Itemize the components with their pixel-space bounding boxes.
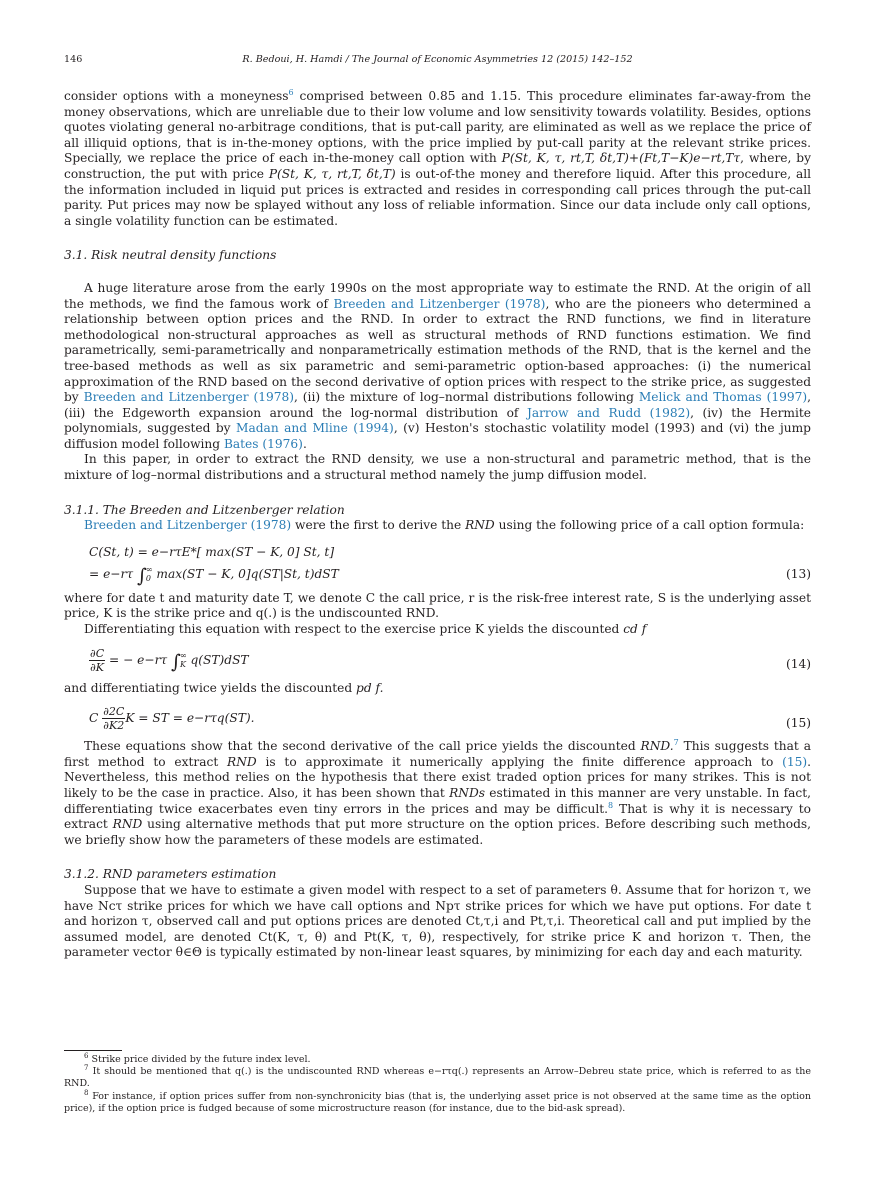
eq-part: K = ST = e−rτq(ST). — [125, 711, 255, 726]
eq-part: q(ST)dST — [186, 652, 249, 667]
citation-link[interactable]: Bates (1976) — [223, 436, 303, 451]
eq-part: = e−rτ — [89, 566, 134, 581]
citation-link[interactable]: Breeden and Litzenberger (1978) — [84, 518, 292, 533]
page-number: 146 — [64, 54, 83, 65]
footnote-ref-6[interactable]: 6 — [288, 87, 294, 97]
inline-math: P(St, K, τ, rt,T, δt,T)+(Ft,T−K)e−rt,Tτ — [501, 151, 741, 166]
footnote-ref-8[interactable]: 8 — [608, 800, 614, 810]
footnote-divider — [64, 1050, 122, 1051]
article-body — [64, 89, 811, 961]
inline-math: P(St, K, τ, rt,T, δt,T) — [268, 166, 396, 181]
denominator: ∂K2 — [103, 719, 125, 733]
text: . — [302, 436, 307, 451]
parameters-paragraph: Suppose that we have to estimate a given model with respect to a set of parameters θ. Assume that for horizon τ, we have Ncτ strike prices for which we have call options and Npτ strike prices for which we have put options. For date t and horizon τ, observed call and put options prices are denoted Ct,τ,i and Pt,τ,i. Theoretical call and put implied by the assumed model, are denoted Ct(K, τ, θ) and Pt(K, τ, θ), respectively, for strike price K and horizon τ. Then, the parameter vector θ∈Θ is typically estimated by non-linear least squares, by minimizing for each day and each maturity. — [64, 882, 811, 960]
twice-paragraph — [64, 681, 811, 697]
text: consider options with a moneyness — [64, 89, 289, 103]
text: , (iv) the Hermite polynomials, suggested by — [64, 405, 811, 436]
equation-13 — [64, 541, 811, 585]
page-header — [64, 54, 811, 68]
eq-part: = − e−rτ — [105, 652, 168, 667]
text: RNDs — [449, 786, 485, 800]
citation-link[interactable]: Breeden and Litzenberger (1978) — [333, 296, 546, 311]
lower-limit: K — [179, 660, 186, 670]
fraction — [102, 705, 125, 732]
numerator: ∂C — [90, 646, 105, 660]
numerator: ∂2C — [103, 705, 125, 719]
text: cd f — [623, 622, 647, 637]
text: RND. — [640, 739, 674, 754]
text: using alternative methods that put more structure on the option prices. Before describing such methods, we briefly show how the parameters of these models are estimated. — [64, 817, 811, 847]
footnote-6 — [64, 1051, 811, 1066]
footnote-ref-7[interactable]: 7 — [673, 738, 679, 748]
intro-paragraph — [64, 89, 811, 229]
equation-14 — [64, 645, 811, 675]
text: pd f. — [356, 680, 384, 695]
footnote-7 — [64, 1066, 811, 1090]
upper-limit: ∞ — [179, 651, 187, 661]
text: , (iii) the Edgeworth expansion around the log-normal distribution of — [64, 390, 812, 420]
text: A huge literature arose from the early 1990s on the most appropriate way to estimate the RND. At the origin of all the methods, we find the famous work of — [64, 280, 811, 311]
second-derivative-paragraph — [64, 739, 811, 848]
notation-paragraph: where for date t and maturity date T, we denote C the call price, r is the risk-free interest rate, S is the underlying asset price, K is the strike price and q(.) is the undiscounted RND. — [64, 590, 811, 621]
equation-link[interactable]: (15) — [782, 754, 808, 769]
footnote-marker: 7 — [84, 1064, 89, 1073]
equation-line — [89, 645, 811, 675]
integral-limits — [180, 651, 187, 669]
equation-line — [89, 563, 811, 585]
text: . Nevertheless, this method relies on the hypothesis that there exist traded option prices for many strikes. This is not likely to be the case in practice. Also, it has been shown that — [64, 754, 811, 800]
footnote-marker: 6 — [84, 1051, 89, 1060]
equation-number: (14) — [785, 657, 811, 672]
integral-sign: ∫ — [171, 650, 181, 673]
footnote-marker: 8 — [84, 1088, 89, 1097]
denominator: ∂K — [90, 660, 104, 674]
text: That is why it is necessary to extract — [64, 801, 811, 832]
citation-link[interactable]: Breeden and Litzenberger (1978) — [83, 390, 294, 405]
text: and differentiating twice yields the discounted — [64, 680, 357, 695]
equation-number: (15) — [785, 715, 811, 730]
footnote-8 — [64, 1088, 811, 1115]
integral-limits — [146, 565, 153, 583]
section-heading-3-1: 3.1. Risk neutral density functions — [64, 248, 277, 263]
section-heading-3-1-1: 3.1.1. The Breeden and Litzenberger relation — [64, 502, 345, 517]
footnotes — [64, 1050, 811, 1115]
fraction — [89, 647, 105, 674]
footnote-text: For instance, if option prices suffer from non-synchronicity bias (that is, the underlying asset price is not observed at the same time as the option price), if the option price is fudged because of some microstructure reason (for instance, due to the bid-ask spread). — [64, 1090, 811, 1114]
section-heading-3-1-2: 3.1.2. RND parameters estimation — [64, 867, 277, 882]
lower-limit: 0 — [145, 574, 151, 584]
breeden-intro-paragraph — [64, 518, 811, 534]
text: , (ii) the mixture of log–normal distributions following — [293, 390, 639, 405]
text: Differentiating this equation with respect to the exercise price K yields the discounted — [84, 622, 624, 637]
upper-limit: ∞ — [145, 565, 153, 575]
text: were the first to derive the — [291, 518, 466, 533]
text: is out-of-the money and therefore liquid. After this procedure, all the information included in liquid put prices is extracted and resides in corresponding call prices through the put-call parity. Put prices may now be splayed without any loss of reliable information. Since our data include only call options, a single volatility function can be estimated. — [64, 166, 812, 228]
eq-part: C — [89, 711, 103, 726]
equation-number: (13) — [785, 567, 811, 582]
differentiating-paragraph — [64, 622, 811, 638]
citation-link[interactable]: Madan and Mline (1994) — [236, 421, 394, 436]
rnd-literature-paragraph — [64, 281, 811, 453]
text: , who are the pioneers who determined a relationship between option prices and the RND. In order to extract the RND functions, we find in literature methodological non-structural approaches as well as structural methods of RND functions estimation. We find parametrically, semi-parametrically and nonparametrically estimation methods of the RND, that is the kernel and the tree-based methods as well as six parametric and semi-parametric option-based approaches: (i) the numerical approximation of the RND based on the second derivative of option prices with respect to the strike price, as suggested by — [64, 296, 812, 405]
text: RND — [465, 518, 495, 533]
footnote-text: Strike price divided by the future index level. — [91, 1054, 311, 1065]
method-paragraph: In this paper, in order to extract the RND density, we use a non-structural and parametric method, that is the mixture of log–normal distributions and a structural method namely the jump diffusion model. — [64, 452, 811, 483]
running-title: R. Bedoui, H. Hamdi / The Journal of Economic Asymmetries 12 (2015) 142–152 — [242, 54, 633, 65]
text: RND — [227, 754, 257, 769]
equation-line: C(St, t) = e−rτE*[ max(ST − K, 0] St, t] — [89, 544, 335, 559]
text: RND — [112, 817, 143, 832]
equation-line — [89, 703, 811, 733]
integral-sign: ∫ — [136, 564, 147, 587]
text: is to approximate it numerically applying the finite difference approach to — [256, 754, 783, 769]
citation-link[interactable]: Melick and Thomas (1997) — [638, 390, 808, 405]
text: comprised between 0.85 and 1.15. This procedure eliminates far-away-from the money observations, which are unreliable due to their low volume and low sensitivity towards volatility. Besides, options quotes violating general no-arbitrage conditions, that is put-call parity, are eliminated as well as we replace the price of all illiquid options, that is in-the-money options, with the price implied by put-call parity at the relevant strike prices. Specially, we replace the price of each in-the-money call option with — [64, 89, 811, 166]
text: , (v) Heston's stochastic volatility model (1993) and (vi) the jump diffusion model following — [64, 421, 811, 451]
eq-part: max(ST − K, 0]q(ST|St, t)dST — [152, 566, 339, 581]
equation-15 — [64, 703, 811, 733]
citation-link[interactable]: Jarrow and Rudd (1982) — [526, 405, 691, 420]
text: using the following price of a call option formula: — [494, 518, 805, 533]
text: This suggests that a first method to extract — [64, 739, 811, 769]
footnote-text: It should be mentioned that q(.) is the undiscounted RND whereas e−rτq(.) represents an Arrow–Debreu state price, which is referred to as the RND. — [64, 1066, 811, 1090]
text: estimated in this manner are very unstable. In fact, differentiating twice exacerbates even tiny errors in the prices and may be difficult. — [64, 786, 811, 816]
text: , where, by construction, the put with price — [64, 151, 811, 181]
text: These equations show that the second derivative of the call price yields the discounted — [84, 739, 641, 754]
